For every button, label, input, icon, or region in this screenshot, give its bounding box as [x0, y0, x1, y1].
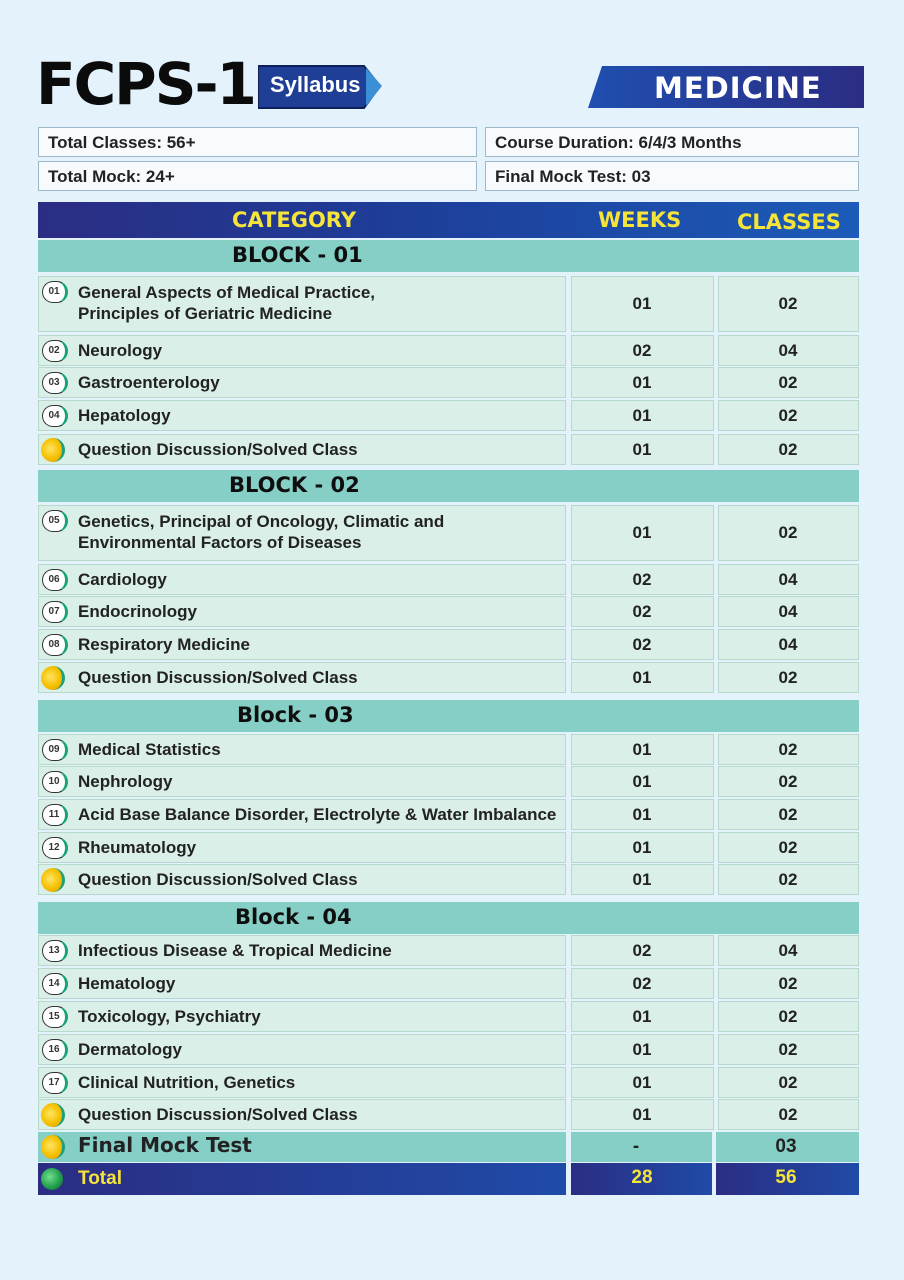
- page-title: FCPS-1: [36, 50, 255, 118]
- topic-number-badge: 01: [42, 281, 68, 303]
- topic-name-line2: Principles of Geriatric Medicine: [78, 304, 333, 323]
- weeks-value: 01: [632, 373, 652, 392]
- weeks-value: 02: [632, 602, 652, 621]
- weeks-value: 02: [632, 974, 652, 993]
- column-header-classes: CLASSES: [737, 210, 841, 234]
- topic-name: Rheumatology: [78, 838, 197, 857]
- total-icon: [41, 1168, 63, 1190]
- weeks-value: 01: [632, 1105, 652, 1124]
- classes-value: 02: [778, 440, 798, 459]
- syllabus-tag: [258, 64, 382, 108]
- topic-number-badge: 07: [42, 601, 68, 623]
- topic-number-badge: 08: [42, 634, 68, 656]
- discussion-coin-icon: [41, 868, 65, 892]
- weeks-value: 01: [632, 805, 652, 824]
- info-course-duration: Course Duration: 6/4/3 Months: [485, 127, 859, 157]
- topic-name: Neurology: [78, 341, 163, 360]
- classes-value: 04: [778, 341, 798, 360]
- final-mock-weeks: -: [632, 1136, 640, 1157]
- topic-number-badge: 06: [42, 569, 68, 591]
- classes-value: 04: [778, 570, 798, 589]
- topic-name: Cardiology: [78, 570, 167, 589]
- topic-number-badge: 03: [42, 372, 68, 394]
- block-header: [38, 700, 859, 732]
- info-total-classes: Total Classes: 56+: [38, 127, 477, 157]
- topic-number-badge: 13: [42, 940, 68, 962]
- weeks-value: 01: [632, 740, 652, 759]
- discussion-coin-icon: [41, 1103, 65, 1127]
- block-header: [38, 470, 859, 502]
- topic-name: Toxicology, Psychiatry: [78, 1007, 261, 1026]
- weeks-value: 02: [632, 941, 652, 960]
- total-label: Total: [78, 1168, 122, 1189]
- classes-value: 02: [778, 1007, 798, 1026]
- topic-name: Medical Statistics: [78, 740, 221, 759]
- weeks-value: 01: [632, 294, 652, 313]
- discussion-coin-icon: [41, 666, 65, 690]
- classes-value: 02: [778, 772, 798, 791]
- info-total-mock: Total Mock: 24+: [38, 161, 477, 191]
- weeks-value: 02: [632, 341, 652, 360]
- topic-number-badge: 05: [42, 510, 68, 532]
- block-title: BLOCK - 01: [232, 243, 363, 267]
- topic-name: Question Discussion/Solved Class: [78, 440, 358, 459]
- weeks-value: 01: [632, 772, 652, 791]
- topic-name: Infectious Disease & Tropical Medicine: [78, 941, 392, 960]
- topic-number-badge: 15: [42, 1006, 68, 1028]
- final-mock-classes: 03: [775, 1136, 797, 1157]
- column-header-weeks: WEEKS: [598, 208, 682, 232]
- topic-name: Gastroenterology: [78, 373, 220, 392]
- topic-number-badge: 10: [42, 771, 68, 793]
- topic-number-badge: 14: [42, 973, 68, 995]
- weeks-value: 01: [632, 1073, 652, 1092]
- total-classes: 56: [775, 1167, 797, 1188]
- classes-value: 02: [778, 740, 798, 759]
- classes-value: 02: [778, 294, 798, 313]
- topic-number-badge: 09: [42, 739, 68, 761]
- classes-value: 02: [778, 523, 798, 542]
- topic-name: Clinical Nutrition, Genetics: [78, 1073, 296, 1092]
- topic-name: Genetics, Principal of Oncology, Climatic and: [78, 512, 445, 531]
- topic-name: Dermatology: [78, 1040, 182, 1059]
- topic-name: Hepatology: [78, 406, 171, 425]
- classes-value: 02: [778, 838, 798, 857]
- classes-value: 02: [778, 373, 798, 392]
- syllabus-tag-label: Syllabus: [270, 72, 361, 97]
- topic-name: Question Discussion/Solved Class: [78, 668, 358, 687]
- topic-name-line2: Environmental Factors of Diseases: [78, 533, 362, 552]
- topic-number-badge: 12: [42, 837, 68, 859]
- topic-number-badge: 11: [42, 804, 68, 826]
- weeks-value: 02: [632, 635, 652, 654]
- block-title: Block - 03: [237, 703, 354, 727]
- classes-value: 02: [778, 805, 798, 824]
- weeks-value: 01: [632, 406, 652, 425]
- classes-value: 04: [778, 941, 798, 960]
- weeks-value: 01: [632, 523, 652, 542]
- final-mock-label: Final Mock Test: [78, 1133, 252, 1157]
- topic-number-badge: 16: [42, 1039, 68, 1061]
- topic-name: Respiratory Medicine: [78, 635, 250, 654]
- topic-number-badge: 04: [42, 405, 68, 427]
- classes-value: 04: [778, 635, 798, 654]
- weeks-value: 01: [632, 440, 652, 459]
- classes-value: 02: [778, 1040, 798, 1059]
- classes-value: 02: [778, 1105, 798, 1124]
- classes-value: 04: [778, 602, 798, 621]
- topic-name: Acid Base Balance Disorder, Electrolyte & Water Imbalance: [78, 805, 557, 824]
- subject-banner-label: MEDICINE: [654, 71, 822, 105]
- weeks-value: 01: [632, 870, 652, 889]
- block-title: BLOCK - 02: [229, 473, 360, 497]
- block-header: [38, 240, 859, 272]
- classes-value: 02: [778, 870, 798, 889]
- weeks-value: 02: [632, 570, 652, 589]
- topic-name: Endocrinology: [78, 602, 197, 621]
- weeks-value: 01: [632, 668, 652, 687]
- info-final-mock-test: Final Mock Test: 03: [485, 161, 859, 191]
- topic-name: Question Discussion/Solved Class: [78, 1105, 358, 1124]
- weeks-value: 01: [632, 1040, 652, 1059]
- topic-name: Question Discussion/Solved Class: [78, 870, 358, 889]
- discussion-coin-icon: [41, 438, 65, 462]
- subject-banner: [588, 66, 864, 108]
- total-weeks: 28: [631, 1167, 653, 1188]
- topic-number-badge: 02: [42, 340, 68, 362]
- topic-name: Nephrology: [78, 772, 173, 791]
- classes-value: 02: [778, 406, 798, 425]
- classes-value: 02: [778, 974, 798, 993]
- block-header: [38, 902, 859, 934]
- weeks-value: 01: [632, 1007, 652, 1026]
- column-header-category: CATEGORY: [232, 208, 357, 232]
- final-mock-coin-icon: [41, 1135, 65, 1159]
- topic-number-badge: 17: [42, 1072, 68, 1094]
- block-title: Block - 04: [235, 905, 352, 929]
- classes-value: 02: [778, 668, 798, 687]
- weeks-value: 01: [632, 838, 652, 857]
- topic-name: General Aspects of Medical Practice,: [78, 283, 375, 302]
- classes-value: 02: [778, 1073, 798, 1092]
- topic-name: Hematology: [78, 974, 176, 993]
- table-header: [38, 202, 859, 238]
